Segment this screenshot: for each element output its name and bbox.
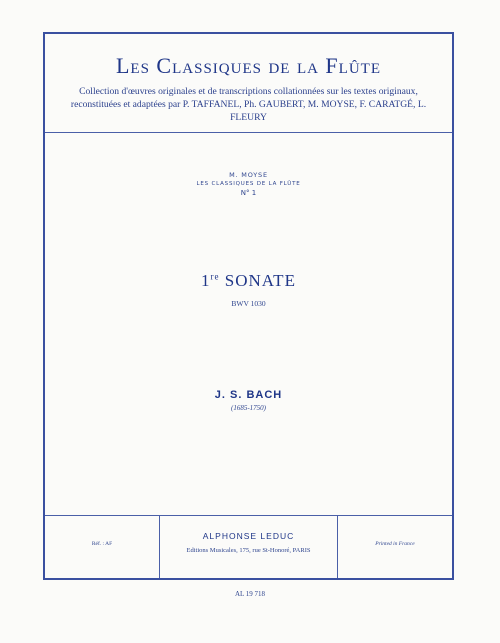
printed-in: Printed in France: [375, 541, 415, 547]
series-block: [45, 171, 452, 197]
cover-frame: [43, 32, 454, 580]
publisher-address: Editions Musicales, 175, rue St-Honoré, PARIS: [186, 547, 311, 554]
reference-code: Réf. : AF: [91, 541, 113, 547]
cover-header: [45, 34, 452, 133]
work-title-suffix: re: [210, 271, 220, 282]
cover-footer: [45, 515, 452, 578]
work-title-ordinal: 1: [201, 271, 211, 290]
footer-right-cell: [337, 516, 452, 578]
series-editor: M. MOYSE: [229, 171, 268, 179]
composer-dates: (1685-1750): [231, 404, 266, 412]
work-title-text: SONATE: [224, 271, 296, 290]
publisher-name: ALPHONSE LEDUC: [202, 531, 295, 541]
work-title: [45, 271, 452, 291]
series-title: Les Classiques de la Flûte: [115, 53, 381, 78]
plate-number: AL 19 718: [234, 590, 266, 598]
composer-name: J. S. BACH: [214, 389, 283, 401]
catalogue-number: BWV 1030: [231, 299, 266, 308]
footer-left-cell: [45, 516, 160, 578]
collection-description: Collection d'œuvres originales et de transcriptions collationnées sur les textes originaux, reconstituées et adaptées par P. TAFFANEL, Ph. GAUBERT, M. MOYSE, F. CARATGÉ, L. FLEURY: [70, 86, 427, 123]
series-name: LES CLASSIQUES DE LA FLÛTE: [196, 181, 301, 187]
series-number: N° 1: [240, 189, 257, 197]
